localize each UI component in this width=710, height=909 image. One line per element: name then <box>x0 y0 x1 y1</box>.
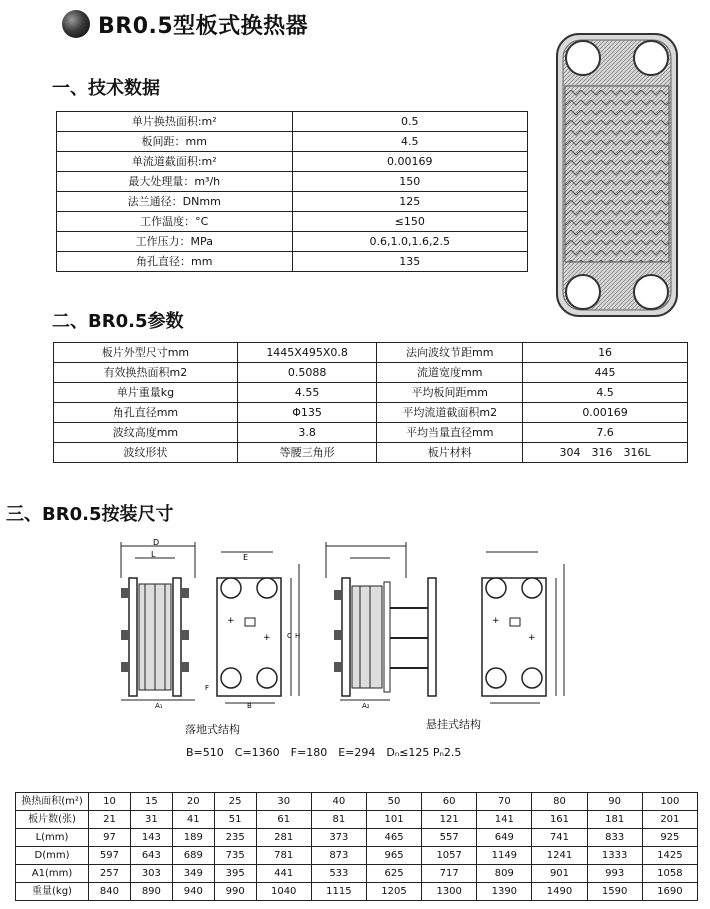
hang-side-view-drawing <box>320 538 445 708</box>
br05-params-table <box>53 342 688 463</box>
table-row <box>54 363 688 383</box>
table-cell: 781 <box>256 847 311 865</box>
table-row <box>57 152 528 172</box>
svg-text:+: + <box>227 616 235 626</box>
floor-front-view-drawing <box>205 548 305 708</box>
table-row <box>57 172 528 192</box>
table-row <box>57 212 528 232</box>
table-cell: 等腰三角形 <box>237 443 376 463</box>
table-cell: 1205 <box>366 883 421 901</box>
table-cell: 25 <box>214 793 256 811</box>
table-cell: 波纹形状 <box>54 443 238 463</box>
page-title <box>62 10 308 38</box>
table-cell: 940 <box>172 883 214 901</box>
table-cell: 833 <box>587 829 642 847</box>
table-cell: 990 <box>214 883 256 901</box>
table-cell: 30 <box>256 793 311 811</box>
param-label: 单片换热面积:m² <box>57 112 293 132</box>
table-cell: 15 <box>130 793 172 811</box>
table-cell: 557 <box>422 829 477 847</box>
table-cell: 441 <box>256 865 311 883</box>
table-cell: 445 <box>523 363 688 383</box>
table-cell: 717 <box>422 865 477 883</box>
param-label: 角孔直径：mm <box>57 252 293 272</box>
table-cell: 板片外型尺寸mm <box>54 343 238 363</box>
section2-heading: 二、BR0.5参数 <box>52 311 184 332</box>
table-cell: 3.8 <box>237 423 376 443</box>
dim-l-label: L <box>151 550 156 559</box>
table-cell: 143 <box>130 829 172 847</box>
param-label: 最大处理量：m³/h <box>57 172 293 192</box>
table-cell: 101 <box>366 811 421 829</box>
dim-a2-label: A₂ <box>362 702 370 708</box>
table-cell: 81 <box>311 811 366 829</box>
table-cell: 1058 <box>642 865 697 883</box>
table-cell: 单片重量kg <box>54 383 238 403</box>
floor-caption: 落地式结构 <box>185 723 240 736</box>
floor-side-view-drawing <box>115 538 205 708</box>
dim-d-label: D <box>153 538 160 547</box>
table-cell: 平均板间距mm <box>377 383 523 403</box>
table-cell: 465 <box>366 829 421 847</box>
table-cell: 20 <box>172 793 214 811</box>
table-row <box>16 829 698 847</box>
table-cell: 1149 <box>477 847 532 865</box>
table-cell: 643 <box>130 847 172 865</box>
table-cell: 1490 <box>532 883 587 901</box>
table-cell: 50 <box>366 793 421 811</box>
plate-illustration <box>551 30 683 320</box>
table-cell: 890 <box>130 883 172 901</box>
table-cell: 349 <box>172 865 214 883</box>
table-row <box>57 132 528 152</box>
table-row <box>54 383 688 403</box>
table-cell: 235 <box>214 829 256 847</box>
section1-heading: 一、技术数据 <box>52 78 160 99</box>
table-cell: 809 <box>477 865 532 883</box>
svg-text:+: + <box>492 616 500 626</box>
bullet-ball-icon <box>62 10 90 38</box>
table-cell: 1115 <box>311 883 366 901</box>
table-cell: 1040 <box>256 883 311 901</box>
table-cell: 平均当量直径mm <box>377 423 523 443</box>
table-cell: 1241 <box>532 847 587 865</box>
table-cell: 有效换热面积m2 <box>54 363 238 383</box>
table-cell: 741 <box>532 829 587 847</box>
table-cell: 1590 <box>587 883 642 901</box>
table-cell: 70 <box>477 793 532 811</box>
table-cell: 925 <box>642 829 697 847</box>
table-cell: 625 <box>366 865 421 883</box>
table-row <box>54 423 688 443</box>
table-cell: 40 <box>311 793 366 811</box>
page-title-text: BR0.5型板式换热器 <box>98 13 309 39</box>
table-cell: 189 <box>172 829 214 847</box>
table-cell: 41 <box>172 811 214 829</box>
table-cell: 395 <box>214 865 256 883</box>
table-cell: 257 <box>89 865 131 883</box>
hang-front-view-drawing <box>470 548 570 708</box>
table-cell: 373 <box>311 829 366 847</box>
row-header: 换热面积(m²) <box>16 793 89 811</box>
param-label: 工作温度：°C <box>57 212 293 232</box>
table-cell: 281 <box>256 829 311 847</box>
param-value: 0.6,1.0,1.6,2.5 <box>292 232 528 252</box>
table-cell: 7.6 <box>523 423 688 443</box>
param-label: 单流道截面积:m² <box>57 152 293 172</box>
table-cell: 304 316 316L <box>523 443 688 463</box>
param-value: 150 <box>292 172 528 192</box>
table-cell: 161 <box>532 811 587 829</box>
table-cell: 60 <box>422 793 477 811</box>
param-label: 板间距：mm <box>57 132 293 152</box>
table-cell: 100 <box>642 793 697 811</box>
table-cell: 1425 <box>642 847 697 865</box>
table-row <box>54 443 688 463</box>
table-cell: 0.5088 <box>237 363 376 383</box>
table-cell: 141 <box>477 811 532 829</box>
param-label: 法兰通径：DNmm <box>57 192 293 212</box>
table-row <box>16 883 698 901</box>
param-label: 工作压力：MPa <box>57 232 293 252</box>
dim-f-label: F <box>205 684 210 692</box>
table-row <box>57 112 528 132</box>
param-value: 4.5 <box>292 132 528 152</box>
table-row <box>57 192 528 212</box>
table-cell: 1333 <box>587 847 642 865</box>
row-header: D(mm) <box>16 847 89 865</box>
table-row <box>54 343 688 363</box>
dim-a1-label: A₁ <box>155 702 163 708</box>
table-cell: 97 <box>89 829 131 847</box>
row-header: A1(mm) <box>16 865 89 883</box>
table-cell: 1057 <box>422 847 477 865</box>
table-cell: 965 <box>366 847 421 865</box>
table-cell: 4.55 <box>237 383 376 403</box>
dim-h-label: H <box>295 632 301 640</box>
table-row <box>57 252 528 272</box>
table-cell: 901 <box>532 865 587 883</box>
size-weight-table <box>15 792 698 901</box>
table-cell: 181 <box>587 811 642 829</box>
table-cell: 法向波纹节距mm <box>377 343 523 363</box>
table-cell: 16 <box>523 343 688 363</box>
table-cell: 平均流道截面积m2 <box>377 403 523 423</box>
param-value: ≤150 <box>292 212 528 232</box>
table-cell: 90 <box>587 793 642 811</box>
section3-heading: 三、BR0.5按装尺寸 <box>6 504 174 525</box>
table-cell: 波纹高度mm <box>54 423 238 443</box>
table-cell: 61 <box>256 811 311 829</box>
table-cell: 1445X495X0.8 <box>237 343 376 363</box>
table-cell: 板片材料 <box>377 443 523 463</box>
table-cell: 1390 <box>477 883 532 901</box>
dim-c-label: C <box>287 632 292 640</box>
svg-text:+: + <box>528 633 536 643</box>
table-cell: 303 <box>130 865 172 883</box>
table-cell: 流道宽度mm <box>377 363 523 383</box>
table-row <box>16 847 698 865</box>
table-cell: 角孔直径mm <box>54 403 238 423</box>
table-row <box>16 865 698 883</box>
param-value: 0.00169 <box>292 152 528 172</box>
param-value: 0.5 <box>292 112 528 132</box>
table-row <box>54 403 688 423</box>
table-cell: 597 <box>89 847 131 865</box>
table-cell: 533 <box>311 865 366 883</box>
dim-b-label: B <box>247 702 252 708</box>
param-value: 125 <box>292 192 528 212</box>
table-cell: 4.5 <box>523 383 688 403</box>
table-cell: 689 <box>172 847 214 865</box>
table-cell: 993 <box>587 865 642 883</box>
row-header: L(mm) <box>16 829 89 847</box>
table-cell: 31 <box>130 811 172 829</box>
install-formula: B=510 C=1360 F=180 E=294 Dₙ≤125 Pₙ2.5 <box>186 746 462 759</box>
table-row <box>16 811 698 829</box>
table-row <box>16 793 698 811</box>
table-cell: 201 <box>642 811 697 829</box>
tech-data-table <box>56 111 528 272</box>
table-cell: 840 <box>89 883 131 901</box>
table-cell: 1300 <box>422 883 477 901</box>
table-cell: 80 <box>532 793 587 811</box>
dim-e-label: E <box>243 553 249 562</box>
row-header: 板片数(张) <box>16 811 89 829</box>
table-cell: Φ135 <box>237 403 376 423</box>
row-header: 重量(kg) <box>16 883 89 901</box>
table-cell: 649 <box>477 829 532 847</box>
table-row <box>57 232 528 252</box>
svg-text:+: + <box>263 633 271 643</box>
table-cell: 10 <box>89 793 131 811</box>
table-cell: 735 <box>214 847 256 865</box>
table-cell: 0.00169 <box>523 403 688 423</box>
table-cell: 121 <box>422 811 477 829</box>
table-cell: 1690 <box>642 883 697 901</box>
hang-caption: 悬挂式结构 <box>426 718 481 731</box>
table-cell: 21 <box>89 811 131 829</box>
param-value: 135 <box>292 252 528 272</box>
table-cell: 873 <box>311 847 366 865</box>
table-cell: 51 <box>214 811 256 829</box>
